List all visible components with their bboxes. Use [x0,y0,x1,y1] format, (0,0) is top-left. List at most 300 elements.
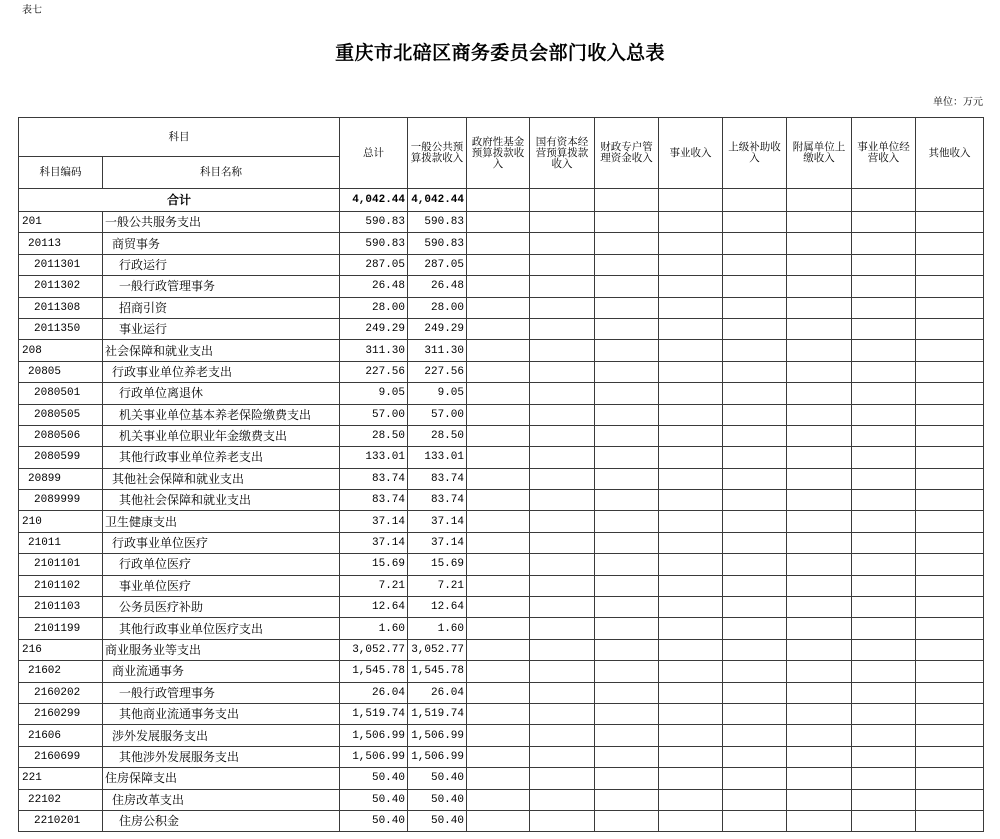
fiscal-special-account-cell [595,768,659,789]
fiscal-special-account-cell [595,340,659,361]
header-business-operation: 事业单位经营收入 [852,118,916,189]
general-budget-cell: 28.00 [408,297,467,318]
general-budget-cell: 50.40 [408,789,467,810]
subject-code: 2160699 [19,746,103,767]
header-government-fund: 政府性基金预算拨款收入 [467,118,530,189]
total-cell: 227.56 [340,361,408,382]
business-operation-cell [852,511,916,532]
other-income-cell [916,276,984,297]
superior-subsidy-cell [723,340,787,361]
fiscal-special-account-cell [595,575,659,596]
total-cell: 26.04 [340,682,408,703]
total-row [19,189,984,212]
government-fund-cell [467,618,530,639]
superior-subsidy-cell [723,254,787,275]
subject-name: 住房改革支出 [103,789,340,810]
business-operation-cell [852,383,916,404]
subject-code: 20899 [19,468,103,489]
business-operation-cell [852,361,916,382]
business-income-cell [659,810,723,831]
superior-subsidy-cell [723,361,787,382]
total-cell: 37.14 [340,532,408,553]
superior-subsidy-cell [723,212,787,233]
superior-subsidy-cell [723,768,787,789]
business-income-cell [659,212,723,233]
subject-name: 商贸事务 [103,233,340,254]
business-income-cell [659,425,723,446]
state-capital-cell [530,618,595,639]
table-row [19,575,984,596]
government-fund-cell [467,810,530,831]
affiliated-unit-remittance-cell [787,189,852,212]
table-row [19,404,984,425]
business-operation-cell [852,661,916,682]
header-other-income: 其他收入 [916,118,984,189]
subject-name: 公务员医疗补助 [103,597,340,618]
total-cell: 590.83 [340,212,408,233]
affiliated-unit-remittance-cell [787,490,852,511]
subject-code: 2080506 [19,425,103,446]
fiscal-special-account-cell [595,597,659,618]
business-operation-cell [852,682,916,703]
table-row [19,254,984,275]
total-cell: 590.83 [340,233,408,254]
subject-code: 2080505 [19,404,103,425]
fiscal-special-account-cell [595,532,659,553]
general-budget-cell: 133.01 [408,447,467,468]
other-income-cell [916,383,984,404]
subject-name: 其他行政事业单位医疗支出 [103,618,340,639]
subject-name: 其他行政事业单位养老支出 [103,447,340,468]
subject-name: 其他商业流通事务支出 [103,703,340,724]
business-income-cell [659,233,723,254]
subject-code: 2080599 [19,447,103,468]
state-capital-cell [530,404,595,425]
subject-name: 住房公积金 [103,810,340,831]
subject-code: 2160299 [19,703,103,724]
general-budget-cell: 3,052.77 [408,639,467,660]
government-fund-cell [467,490,530,511]
table-row [19,789,984,810]
government-fund-cell [467,768,530,789]
header-subject-name: 科目名称 [103,157,340,189]
subject-name: 事业运行 [103,318,340,339]
general-budget-cell: 12.64 [408,597,467,618]
business-income-cell [659,318,723,339]
superior-subsidy-cell [723,661,787,682]
general-budget-cell: 7.21 [408,575,467,596]
header-affiliated-unit-remittance: 附属单位上缴收入 [787,118,852,189]
superior-subsidy-cell [723,532,787,553]
affiliated-unit-remittance-cell [787,425,852,446]
subject-name: 招商引资 [103,297,340,318]
subject-code: 2011350 [19,318,103,339]
income-summary-table [18,117,984,832]
state-capital-cell [530,254,595,275]
fiscal-special-account-cell [595,254,659,275]
business-income-cell [659,575,723,596]
general-budget-cell: 28.50 [408,425,467,446]
total-cell: 50.40 [340,789,408,810]
affiliated-unit-remittance-cell [787,254,852,275]
business-income-cell [659,189,723,212]
business-income-cell [659,340,723,361]
total-cell: 311.30 [340,340,408,361]
table-row [19,661,984,682]
total-cell: 133.01 [340,447,408,468]
other-income-cell [916,575,984,596]
business-operation-cell [852,618,916,639]
other-income-cell [916,532,984,553]
subject-name: 一般行政管理事务 [103,682,340,703]
other-income-cell [916,682,984,703]
affiliated-unit-remittance-cell [787,383,852,404]
header-subject: 科目 [19,118,340,157]
government-fund-cell [467,404,530,425]
other-income-cell [916,297,984,318]
affiliated-unit-remittance-cell [787,810,852,831]
other-income-cell [916,703,984,724]
affiliated-unit-remittance-cell [787,746,852,767]
total-cell: 57.00 [340,404,408,425]
other-income-cell [916,597,984,618]
subject-code: 20113 [19,233,103,254]
general-budget-cell: 311.30 [408,340,467,361]
general-budget-cell: 37.14 [408,532,467,553]
general-budget-cell: 50.40 [408,768,467,789]
state-capital-cell [530,532,595,553]
government-fund-cell [467,233,530,254]
superior-subsidy-cell [723,789,787,810]
header-superior-subsidy: 上级补助收入 [723,118,787,189]
affiliated-unit-remittance-cell [787,297,852,318]
subject-name: 卫生健康支出 [103,511,340,532]
superior-subsidy-cell [723,468,787,489]
table-row [19,746,984,767]
general-budget-cell: 57.00 [408,404,467,425]
table-row [19,276,984,297]
table-row [19,361,984,382]
table-row [19,554,984,575]
total-cell: 1,506.99 [340,746,408,767]
government-fund-cell [467,597,530,618]
business-income-cell [659,682,723,703]
fiscal-special-account-cell [595,639,659,660]
business-income-cell [659,447,723,468]
subject-code: 208 [19,340,103,361]
table-row [19,383,984,404]
government-fund-cell [467,212,530,233]
fiscal-special-account-cell [595,297,659,318]
total-cell: 7.21 [340,575,408,596]
business-operation-cell [852,703,916,724]
table-row [19,511,984,532]
subject-code: 2101103 [19,597,103,618]
table-row [19,532,984,553]
superior-subsidy-cell [723,639,787,660]
government-fund-cell [467,575,530,596]
superior-subsidy-cell [723,404,787,425]
subject-code: 21606 [19,725,103,746]
affiliated-unit-remittance-cell [787,554,852,575]
subject-name: 行政单位医疗 [103,554,340,575]
state-capital-cell [530,810,595,831]
subject-name: 行政事业单位医疗 [103,532,340,553]
affiliated-unit-remittance-cell [787,703,852,724]
other-income-cell [916,639,984,660]
state-capital-cell [530,340,595,361]
business-operation-cell [852,318,916,339]
affiliated-unit-remittance-cell [787,276,852,297]
fiscal-special-account-cell [595,468,659,489]
total-cell: 28.00 [340,297,408,318]
total-cell: 249.29 [340,318,408,339]
total-cell: 1,506.99 [340,725,408,746]
affiliated-unit-remittance-cell [787,233,852,254]
subject-name: 行政单位离退休 [103,383,340,404]
superior-subsidy-cell [723,810,787,831]
table-header [19,118,984,189]
total-cell: 50.40 [340,810,408,831]
affiliated-unit-remittance-cell [787,768,852,789]
fiscal-special-account-cell [595,490,659,511]
subject-name: 住房保障支出 [103,768,340,789]
affiliated-unit-remittance-cell [787,532,852,553]
fiscal-special-account-cell [595,511,659,532]
general-budget-cell: 9.05 [408,383,467,404]
state-capital-cell [530,725,595,746]
business-income-cell [659,639,723,660]
affiliated-unit-remittance-cell [787,639,852,660]
business-operation-cell [852,575,916,596]
other-income-cell [916,490,984,511]
total-cell: 83.74 [340,490,408,511]
business-operation-cell [852,789,916,810]
state-capital-cell [530,661,595,682]
superior-subsidy-cell [723,682,787,703]
general-budget-cell: 1,545.78 [408,661,467,682]
business-operation-cell [852,639,916,660]
general-budget-cell: 26.48 [408,276,467,297]
other-income-cell [916,725,984,746]
subject-name: 商业流通事务 [103,661,340,682]
fiscal-special-account-cell [595,318,659,339]
state-capital-cell [530,597,595,618]
subject-code: 2160202 [19,682,103,703]
business-operation-cell [852,189,916,212]
superior-subsidy-cell [723,318,787,339]
total-cell: 26.48 [340,276,408,297]
superior-subsidy-cell [723,233,787,254]
table-row [19,212,984,233]
total-cell: 1.60 [340,618,408,639]
business-operation-cell [852,746,916,767]
fiscal-special-account-cell [595,725,659,746]
state-capital-cell [530,703,595,724]
subject-code: 2210201 [19,810,103,831]
general-budget-cell: 249.29 [408,318,467,339]
other-income-cell [916,554,984,575]
government-fund-cell [467,425,530,446]
fiscal-special-account-cell [595,189,659,212]
state-capital-cell [530,447,595,468]
superior-subsidy-cell [723,725,787,746]
fiscal-special-account-cell [595,447,659,468]
affiliated-unit-remittance-cell [787,618,852,639]
business-operation-cell [852,725,916,746]
total-label: 合计 [19,189,340,212]
affiliated-unit-remittance-cell [787,361,852,382]
business-income-cell [659,468,723,489]
government-fund-cell [467,682,530,703]
business-income-cell [659,404,723,425]
total-cell: 1,545.78 [340,661,408,682]
fiscal-special-account-cell [595,212,659,233]
state-capital-cell [530,639,595,660]
affiliated-unit-remittance-cell [787,597,852,618]
state-capital-cell [530,554,595,575]
total-cell: 3,052.77 [340,639,408,660]
business-operation-cell [852,468,916,489]
subject-name: 涉外发展服务支出 [103,725,340,746]
government-fund-cell [467,639,530,660]
table-row [19,768,984,789]
business-operation-cell [852,554,916,575]
business-operation-cell [852,233,916,254]
state-capital-cell [530,746,595,767]
superior-subsidy-cell [723,618,787,639]
state-capital-cell [530,789,595,810]
table-row [19,468,984,489]
page-title: 重庆市北碚区商务委员会部门收入总表 [335,43,665,64]
government-fund-cell [467,511,530,532]
affiliated-unit-remittance-cell [787,340,852,361]
business-operation-cell [852,425,916,446]
affiliated-unit-remittance-cell [787,318,852,339]
general-budget-cell: 26.04 [408,682,467,703]
state-capital-cell [530,361,595,382]
business-operation-cell [852,254,916,275]
business-income-cell [659,361,723,382]
business-operation-cell [852,447,916,468]
table-row [19,297,984,318]
total-cell: 15.69 [340,554,408,575]
subject-name: 一般行政管理事务 [103,276,340,297]
subject-code: 2011302 [19,276,103,297]
subject-name: 其他涉外发展服务支出 [103,746,340,767]
subject-code: 22102 [19,789,103,810]
other-income-cell [916,789,984,810]
business-income-cell [659,490,723,511]
government-fund-cell [467,661,530,682]
state-capital-cell [530,768,595,789]
government-fund-cell [467,554,530,575]
state-capital-cell [530,490,595,511]
other-income-cell [916,746,984,767]
header-subject-code: 科目编码 [19,157,103,189]
total-cell: 12.64 [340,597,408,618]
table-row [19,233,984,254]
fiscal-special-account-cell [595,554,659,575]
government-fund-cell [467,468,530,489]
table-row [19,425,984,446]
business-operation-cell [852,340,916,361]
business-operation-cell [852,768,916,789]
fiscal-special-account-cell [595,404,659,425]
business-income-cell [659,746,723,767]
superior-subsidy-cell [723,447,787,468]
business-income-cell [659,297,723,318]
superior-subsidy-cell [723,511,787,532]
government-fund-cell [467,725,530,746]
business-income-cell [659,661,723,682]
affiliated-unit-remittance-cell [787,789,852,810]
government-fund-cell [467,703,530,724]
state-capital-cell [530,468,595,489]
other-income-cell [916,768,984,789]
subject-code: 20805 [19,361,103,382]
business-income-cell [659,618,723,639]
business-income-cell [659,511,723,532]
government-fund-cell [467,318,530,339]
business-operation-cell [852,212,916,233]
total-cell: 9.05 [340,383,408,404]
affiliated-unit-remittance-cell [787,575,852,596]
total-cell: 287.05 [340,254,408,275]
other-income-cell [916,254,984,275]
subject-code: 21011 [19,532,103,553]
other-income-cell [916,340,984,361]
table-row [19,725,984,746]
state-capital-cell [530,318,595,339]
fiscal-special-account-cell [595,383,659,404]
business-income-cell [659,532,723,553]
subject-name: 行政事业单位养老支出 [103,361,340,382]
fiscal-special-account-cell [595,746,659,767]
table-row [19,703,984,724]
business-income-cell [659,383,723,404]
other-income-cell [916,810,984,831]
business-income-cell [659,597,723,618]
subject-name: 商业服务业等支出 [103,639,340,660]
subject-name: 社会保障和就业支出 [103,340,340,361]
government-fund-cell [467,254,530,275]
subject-name: 一般公共服务支出 [103,212,340,233]
state-capital-cell [530,511,595,532]
superior-subsidy-cell [723,746,787,767]
fiscal-special-account-cell [595,682,659,703]
header-fiscal-special-account: 财政专户管理资金收入 [595,118,659,189]
superior-subsidy-cell [723,554,787,575]
subject-code: 201 [19,212,103,233]
unit-label: 单位：万元 [933,97,983,108]
affiliated-unit-remittance-cell [787,682,852,703]
table-row [19,490,984,511]
header-business-income: 事业收入 [659,118,723,189]
fiscal-special-account-cell [595,233,659,254]
government-fund-cell [467,746,530,767]
affiliated-unit-remittance-cell [787,447,852,468]
total-cell: 37.14 [340,511,408,532]
other-income-cell [916,233,984,254]
government-fund-cell [467,383,530,404]
government-fund-cell [467,532,530,553]
government-fund-cell [467,276,530,297]
table-row [19,810,984,831]
state-capital-cell [530,276,595,297]
general-budget-cell: 590.83 [408,233,467,254]
state-capital-cell [530,189,595,212]
